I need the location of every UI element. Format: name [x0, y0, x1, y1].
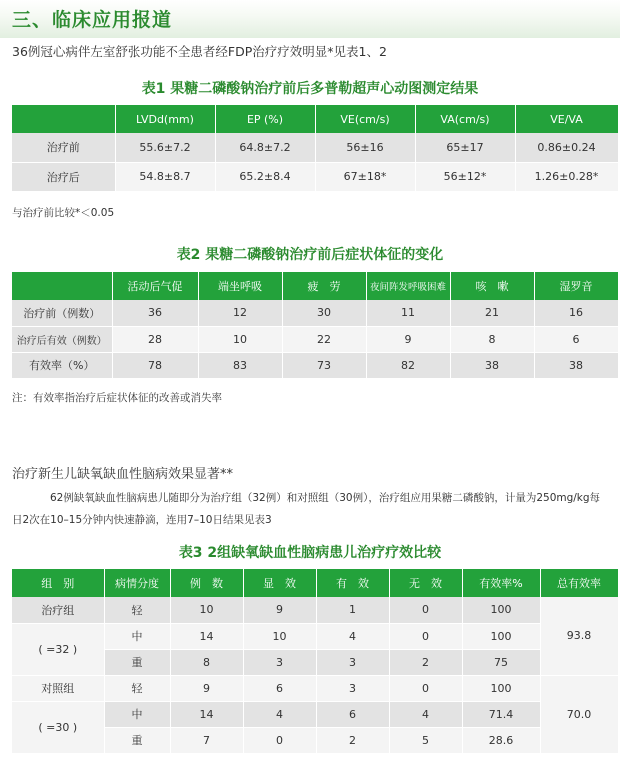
table2-header-cell: 端坐呼吸	[198, 272, 282, 300]
table-cell: 9	[170, 675, 243, 701]
row-label: 有效率（%）	[12, 352, 112, 378]
table-cell: 8	[170, 649, 243, 675]
table3-header-cell: 组 别	[12, 569, 104, 597]
table-cell: 重	[104, 649, 170, 675]
section-title: 三、临床应用报道	[12, 9, 173, 31]
table-cell: 21	[450, 300, 534, 326]
table-row	[12, 326, 618, 352]
table-row	[12, 675, 618, 701]
table-cell: 8	[450, 326, 534, 352]
table3	[12, 569, 619, 754]
table1-header-cell: EP (%)	[215, 105, 315, 133]
table-cell: 3	[316, 675, 389, 701]
table-row	[12, 623, 618, 649]
table3-header-cell: 显 效	[243, 569, 316, 597]
table-cell: 1.26±0.28*	[515, 162, 618, 191]
table1-header-cell: LVDd(mm)	[115, 105, 215, 133]
table-cell: 0.86±0.24	[515, 133, 618, 162]
table-cell: 75	[462, 649, 540, 675]
table3-caption: 表3 2组缺氧缺血性脑病患儿治疗疗效比较	[178, 545, 442, 561]
table-cell: 3	[316, 649, 389, 675]
table3-header-cell: 病情分度	[104, 569, 170, 597]
table-cell: 0	[389, 675, 462, 701]
group-size: ( =30 )	[12, 701, 104, 753]
table-cell: 4	[316, 623, 389, 649]
table-cell: 56±16	[315, 133, 415, 162]
table-cell: 4	[389, 701, 462, 727]
section2-paragraph-line2: 日2次在10–15分钟内快速静滴，连用7–10日结果见表3	[12, 514, 272, 526]
group-size: ( =32 )	[12, 623, 104, 675]
table2-header-cell: 咳 嗽	[450, 272, 534, 300]
table-cell: 9	[243, 597, 316, 623]
table1-note: 与治疗前比较*＜0.05	[12, 207, 115, 219]
group-name: 对照组	[12, 675, 104, 701]
table-cell: 中	[104, 623, 170, 649]
table2-caption: 表2 果糖二磷酸钠治疗前后症状体征的变化	[176, 247, 444, 263]
table-cell: 100	[462, 675, 540, 701]
table-cell: 100	[462, 597, 540, 623]
table-cell: 5	[389, 727, 462, 753]
table-cell: 38	[534, 352, 618, 378]
table2-header-cell: 湿罗音	[534, 272, 618, 300]
section2-title: 治疗新生儿缺氧缺血性脑病效果显著**	[12, 467, 234, 482]
table-cell: 10	[198, 326, 282, 352]
total-rate: 93.8	[540, 597, 618, 675]
table-row	[12, 597, 618, 623]
table3-header-cell: 总有效率	[540, 569, 618, 597]
table-cell: 11	[366, 300, 450, 326]
table-cell: 73	[282, 352, 366, 378]
table-cell: 30	[282, 300, 366, 326]
table-row	[12, 701, 618, 727]
table-cell: 7	[170, 727, 243, 753]
table-cell: 78	[112, 352, 198, 378]
table-cell: 6	[316, 701, 389, 727]
table-cell: 12	[198, 300, 282, 326]
table-cell: 4	[243, 701, 316, 727]
table3-header-cell: 有 效	[316, 569, 389, 597]
row-label: 治疗后	[12, 162, 115, 191]
table-cell: 22	[282, 326, 366, 352]
table-cell: 1	[316, 597, 389, 623]
table-cell: 2	[389, 649, 462, 675]
table2-header-cell	[12, 272, 112, 300]
table-cell: 65.2±8.4	[215, 162, 315, 191]
table-row	[12, 300, 618, 326]
table1	[12, 105, 619, 192]
table-cell: 0	[243, 727, 316, 753]
table-cell: 100	[462, 623, 540, 649]
table-cell: 14	[170, 701, 243, 727]
table-cell: 71.4	[462, 701, 540, 727]
table-cell: 轻	[104, 597, 170, 623]
table2-header-row	[12, 272, 618, 300]
table-cell: 36	[112, 300, 198, 326]
table2-note: 注：有效率指治疗后症状体征的改善或消失率	[12, 392, 222, 404]
table-cell: 14	[170, 623, 243, 649]
row-label: 治疗前（例数）	[12, 300, 112, 326]
table-cell: 82	[366, 352, 450, 378]
table1-header-cell: VE(cm/s)	[315, 105, 415, 133]
table-cell: 2	[316, 727, 389, 753]
table-cell: 38	[450, 352, 534, 378]
table-cell: 55.6±7.2	[115, 133, 215, 162]
table-cell: 54.8±8.7	[115, 162, 215, 191]
table3-header-cell: 例 数	[170, 569, 243, 597]
table-cell: 16	[534, 300, 618, 326]
table2-header-cell: 疲 劳	[282, 272, 366, 300]
table-cell: 9	[366, 326, 450, 352]
total-rate: 70.0	[540, 675, 618, 753]
table-cell: 10	[170, 597, 243, 623]
table3-header-cell: 无 效	[389, 569, 462, 597]
table-cell: 67±18*	[315, 162, 415, 191]
table-cell: 28	[112, 326, 198, 352]
table-row	[12, 162, 618, 191]
table1-caption: 表1 果糖二磷酸钠治疗前后多普勒超声心动图测定结果	[141, 81, 479, 97]
table3-header-row	[12, 569, 618, 597]
table-cell: 6	[534, 326, 618, 352]
table-cell: 10	[243, 623, 316, 649]
table-row	[12, 352, 618, 378]
table-cell: 3	[243, 649, 316, 675]
table-cell: 28.6	[462, 727, 540, 753]
table-cell: 轻	[104, 675, 170, 701]
row-label: 治疗前	[12, 133, 115, 162]
table1-header-row	[12, 105, 618, 133]
section-banner	[0, 0, 620, 38]
table-cell: 6	[243, 675, 316, 701]
table2-header-cell: 夜间阵发呼吸困难	[366, 272, 450, 300]
table3-header-cell: 有效率%	[462, 569, 540, 597]
table-cell: 中	[104, 701, 170, 727]
table-cell: 56±12*	[415, 162, 515, 191]
table1-header-cell: VA(cm/s)	[415, 105, 515, 133]
table-cell: 64.8±7.2	[215, 133, 315, 162]
table2	[12, 272, 619, 379]
table-cell: 83	[198, 352, 282, 378]
table-cell: 65±17	[415, 133, 515, 162]
table1-header-cell	[12, 105, 115, 133]
row-label: 治疗后有效（例数）	[12, 326, 112, 352]
group-name: 治疗组	[12, 597, 104, 623]
table1-header-cell: VE/VA	[515, 105, 618, 133]
table-cell: 0	[389, 597, 462, 623]
intro-text: 36例冠心病伴左室舒张功能不全患者经FDP治疗疗效明显*见表1、2	[12, 44, 387, 59]
table2-header-cell: 活动后气促	[112, 272, 198, 300]
table-row	[12, 133, 618, 162]
table-cell: 0	[389, 623, 462, 649]
section2-paragraph-line1: 62例缺氧缺血性脑病患儿随即分为治疗组（32例）和对照组（30例），治疗组应用果糖二磷酸钠，计量为250mg/kg每	[50, 492, 601, 504]
table-cell: 重	[104, 727, 170, 753]
